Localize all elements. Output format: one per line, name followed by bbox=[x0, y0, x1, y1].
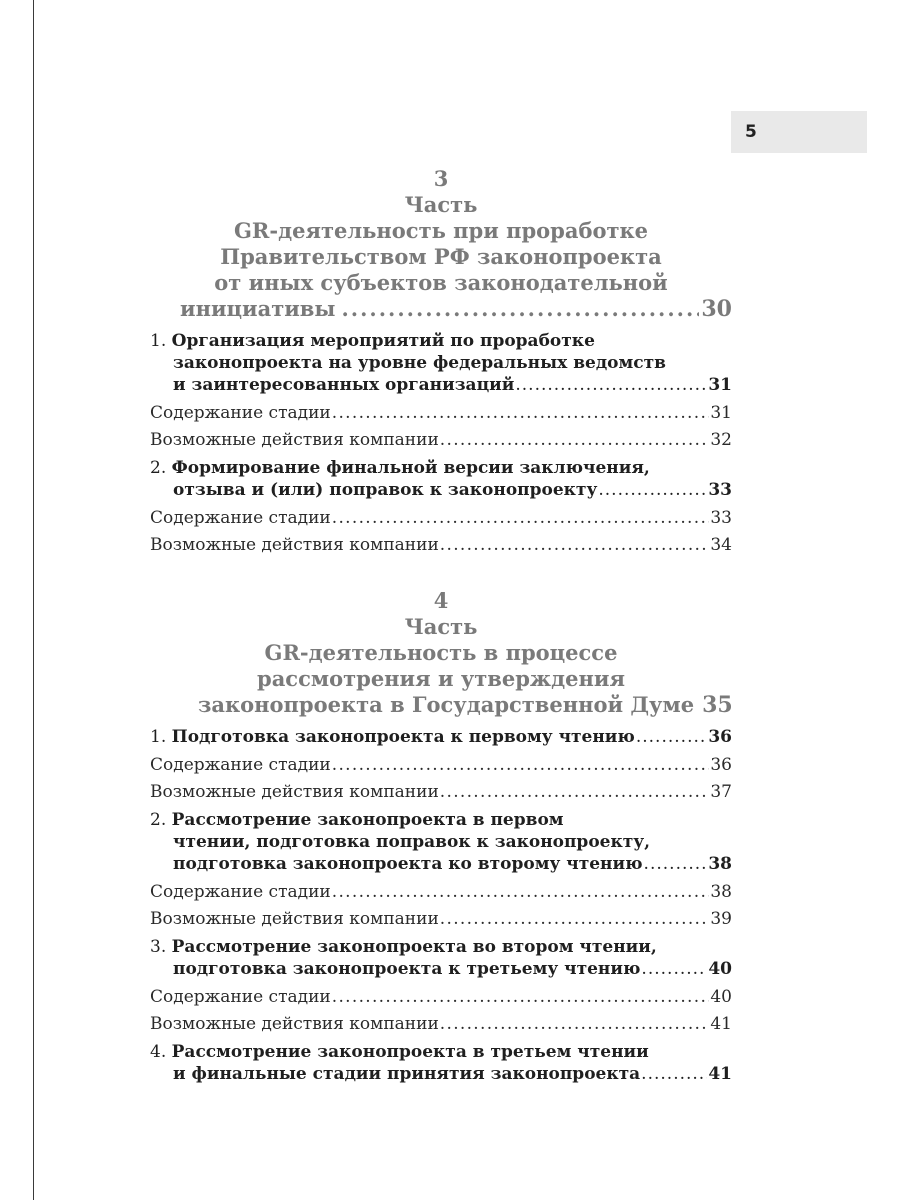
section-title-text: законопроекта на уровне федеральных ведомств bbox=[173, 353, 666, 373]
part-title-last-line: законопроекта в Государственной Думе bbox=[198, 692, 695, 717]
section-page-number: 33 bbox=[708, 480, 732, 500]
section-title-entry[interactable] bbox=[150, 726, 732, 748]
section-title-line bbox=[150, 457, 732, 479]
toc-section bbox=[150, 809, 732, 875]
dot-leader bbox=[641, 958, 707, 980]
subsection-label: Содержание стадии bbox=[150, 403, 331, 423]
dot-leader bbox=[636, 726, 707, 748]
subsection-label: Содержание стадии bbox=[150, 882, 331, 902]
dot-leader bbox=[644, 853, 708, 875]
section-number: 1. bbox=[150, 331, 167, 351]
subsection-label: Возможные действия компании bbox=[150, 535, 439, 555]
subsection-page-number: 41 bbox=[710, 1014, 732, 1034]
section-title-last-line: и заинтересованных организаций bbox=[173, 375, 515, 395]
part-title-line: Правительством РФ законопроекта bbox=[220, 244, 662, 269]
subsection-page-number: 39 bbox=[710, 909, 732, 929]
section-title-entry[interactable] bbox=[150, 958, 732, 980]
dot-leader bbox=[440, 906, 710, 933]
subsection-list bbox=[150, 879, 732, 933]
section-title-line bbox=[150, 330, 732, 352]
toc-section bbox=[150, 457, 732, 501]
section-title-last-line: и финальные стадии принятия законопроекта bbox=[173, 1064, 641, 1084]
section-title-line bbox=[150, 809, 732, 831]
section-title-entry[interactable] bbox=[150, 479, 732, 501]
dot-leader bbox=[332, 984, 710, 1011]
section-number: 2. bbox=[150, 810, 167, 830]
subsection-label: Возможные действия компании bbox=[150, 782, 439, 802]
part-title-entry[interactable] bbox=[150, 296, 732, 322]
section-title-entry[interactable] bbox=[150, 1063, 732, 1085]
subsection-page-number: 37 bbox=[710, 782, 732, 802]
part-label: Часть bbox=[404, 614, 478, 639]
subsection-page-number: 34 bbox=[710, 535, 732, 555]
subsection-entry[interactable] bbox=[150, 400, 732, 427]
subsection-page-number: 32 bbox=[710, 430, 732, 450]
part-page-number: 35 bbox=[702, 692, 733, 718]
subsection-label: Содержание стадии bbox=[150, 755, 331, 775]
subsection-entry[interactable] bbox=[150, 532, 732, 559]
subsection-page-number: 38 bbox=[710, 882, 732, 902]
toc-section bbox=[150, 1041, 732, 1085]
dot-leader bbox=[598, 479, 707, 501]
subsection-entry[interactable] bbox=[150, 779, 732, 806]
subsection-label: Возможные действия компании bbox=[150, 909, 439, 929]
section-title-entry[interactable] bbox=[150, 374, 732, 396]
toc-part-3 bbox=[150, 166, 732, 559]
subsection-page-number: 33 bbox=[710, 508, 732, 528]
dot-leader bbox=[515, 374, 707, 396]
page-spine-line bbox=[33, 0, 34, 1200]
toc-section bbox=[150, 330, 732, 396]
dot-leader bbox=[440, 532, 710, 559]
dot-leader bbox=[332, 400, 710, 427]
section-title-line bbox=[150, 936, 732, 958]
section-title-line bbox=[150, 831, 732, 853]
toc-section bbox=[150, 936, 732, 980]
section-title-last-line: подготовка законопроекта к третьему чтению bbox=[173, 959, 641, 979]
part-title-entry[interactable] bbox=[150, 692, 732, 718]
part-label: Часть bbox=[404, 192, 478, 217]
section-page-number: 31 bbox=[708, 375, 732, 395]
part-title-line: от иных субъектов законодательной bbox=[214, 270, 668, 295]
part-title-line: рассмотрения и утверждения bbox=[257, 666, 625, 691]
part-number: 4 bbox=[433, 588, 449, 613]
section-page-number: 36 bbox=[708, 727, 732, 747]
subsection-entry[interactable] bbox=[150, 906, 732, 933]
part-entries bbox=[150, 726, 732, 1085]
subsection-label: Возможные действия компании bbox=[150, 1014, 439, 1034]
subsection-label: Содержание стадии bbox=[150, 987, 331, 1007]
dot-leader bbox=[332, 879, 710, 906]
dot-leader bbox=[332, 752, 710, 779]
dot-leader bbox=[440, 1011, 710, 1038]
section-title-text: Формирование финальной версии заключения, bbox=[171, 458, 650, 478]
section-page-number: 40 bbox=[708, 959, 732, 979]
subsection-entry[interactable] bbox=[150, 427, 732, 454]
section-title-line bbox=[150, 1041, 732, 1063]
subsection-entry[interactable] bbox=[150, 984, 732, 1011]
subsection-entry[interactable] bbox=[150, 1011, 732, 1038]
dot-leader bbox=[341, 296, 699, 322]
section-number: 2. bbox=[150, 458, 167, 478]
section-title-text: Рассмотрение законопроекта в первом bbox=[171, 810, 564, 830]
section-title-line bbox=[150, 352, 732, 374]
toc-part-4 bbox=[150, 588, 732, 1089]
section-number: 4. bbox=[150, 1042, 167, 1062]
section-page-number: 41 bbox=[708, 1064, 732, 1084]
section-title-text: Рассмотрение законопроекта во втором чтении, bbox=[171, 937, 657, 957]
part-heading bbox=[150, 166, 732, 322]
subsection-list bbox=[150, 984, 732, 1038]
subsection-page-number: 31 bbox=[710, 403, 732, 423]
section-title-last-line: подготовка законопроекта ко второму чтению bbox=[173, 854, 643, 874]
page-number: 5 bbox=[745, 122, 757, 142]
section-page-number: 38 bbox=[708, 854, 732, 874]
dot-leader bbox=[440, 427, 710, 454]
section-title-text: Организация мероприятий по проработке bbox=[171, 331, 595, 351]
section-title-last-line: отзыва и (или) поправок к законопроекту bbox=[173, 480, 598, 500]
part-title-line: GR-деятельность в процессе bbox=[264, 640, 618, 665]
dot-leader bbox=[332, 505, 710, 532]
section-number: 1. bbox=[150, 727, 167, 747]
subsection-entry[interactable] bbox=[150, 879, 732, 906]
dot-leader bbox=[641, 1063, 707, 1085]
subsection-list bbox=[150, 505, 732, 559]
part-entries bbox=[150, 330, 732, 559]
section-title-last-line: Подготовка законопроекта к первому чтению bbox=[171, 727, 635, 747]
page-number-tab bbox=[731, 111, 867, 153]
subsection-entry[interactable] bbox=[150, 505, 732, 532]
section-number: 3. bbox=[150, 937, 167, 957]
subsection-entry[interactable] bbox=[150, 752, 732, 779]
subsection-page-number: 40 bbox=[710, 987, 732, 1007]
part-title-line: GR-деятельность при проработке bbox=[234, 218, 648, 243]
section-title-entry[interactable] bbox=[150, 853, 732, 875]
dot-leader bbox=[440, 779, 710, 806]
section-title-text: чтении, подготовка поправок к законопроекту, bbox=[173, 832, 651, 852]
subsection-page-number: 36 bbox=[710, 755, 732, 775]
subsection-list bbox=[150, 400, 732, 454]
toc-section bbox=[150, 726, 732, 748]
part-number: 3 bbox=[433, 166, 449, 191]
subsection-label: Возможные действия компании bbox=[150, 430, 439, 450]
part-title-last-line: инициативы bbox=[180, 296, 336, 321]
part-heading bbox=[150, 588, 732, 718]
section-title-text: Рассмотрение законопроекта в третьем чтении bbox=[171, 1042, 649, 1062]
part-page-number: 30 bbox=[701, 296, 732, 322]
subsection-label: Содержание стадии bbox=[150, 508, 331, 528]
subsection-list bbox=[150, 752, 732, 806]
